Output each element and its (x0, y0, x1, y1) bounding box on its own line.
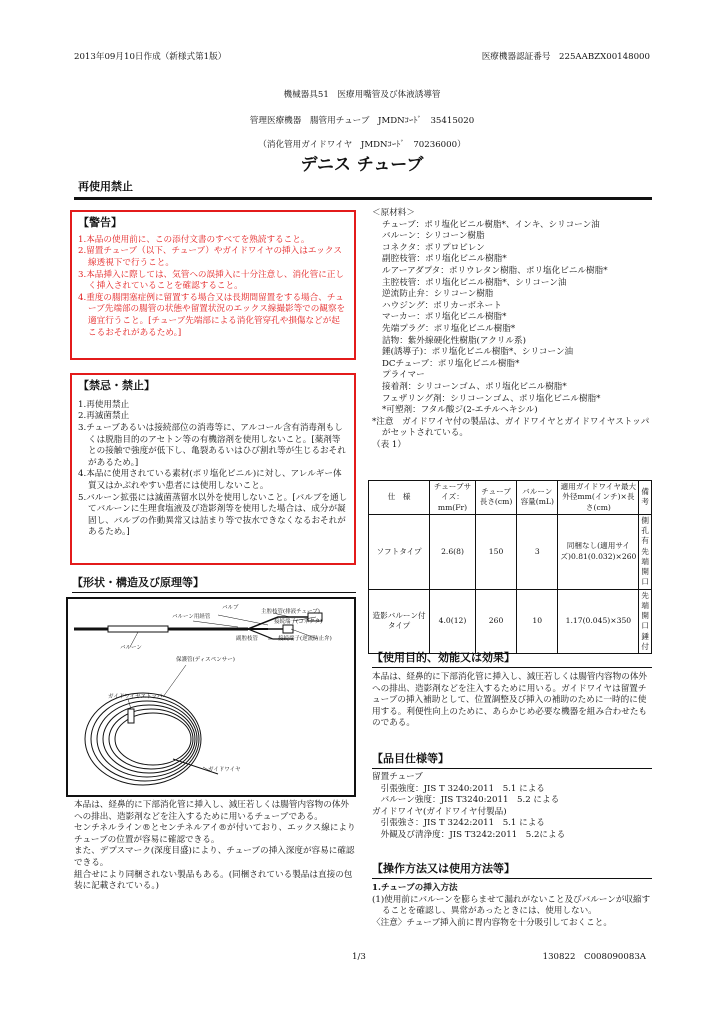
warning-title: 【警告】 (78, 216, 122, 229)
created-date: 2013年09月10日作成（新様式第1版） (74, 52, 227, 62)
table-header: バルーン容量(mL) (517, 481, 558, 515)
certification-number: 医療機器認証番号 225AABZX00148000 (481, 52, 650, 62)
table-cell: 10 (517, 589, 558, 654)
material-item: DCチューブ：ポリ塩化ビニル樹脂* (382, 358, 520, 369)
table-header: チューブ長さ(cm) (475, 481, 516, 515)
warning-item: 4.重度の腸閉塞症例に留置する場合又は長期間留置をする場合、チューブ先端部の腸管の状態や留置状況のエックス線撮影等での観察を適宜行うこと。[チューブ先端部による消化管穿孔や損傷などが起こるおそれがあるため。] (78, 292, 346, 338)
table-cell: 260 (475, 589, 516, 654)
quality-title: 【品目仕様等】 (372, 752, 449, 765)
table-cell: ソフトタイプ (369, 514, 430, 589)
product-name: デニス チューブ (300, 155, 424, 175)
label-stopper: ガイドワイヤストッパ (108, 694, 163, 700)
device-diagram (66, 597, 356, 797)
classification-line-1: 機械器具51 医療用嘴管及び体液誘導管 (283, 90, 441, 100)
table-row (369, 514, 652, 589)
shape-section-title: 【形状・構造及び原理等】 (72, 576, 204, 589)
method-title: 【操作方法又は使用方法等】 (372, 862, 515, 875)
quality-line: バルーン強度：JIS T3240:2011 5.2 による (372, 795, 560, 806)
table-label: （表 1） (372, 439, 406, 450)
table-header-row (369, 481, 652, 515)
spec-table (368, 480, 652, 654)
material-item: バルーン：シリコーン樹脂 (382, 231, 485, 242)
shape-section-rule (72, 592, 356, 593)
method-content (372, 883, 652, 929)
contraindications-list (78, 400, 348, 539)
quality-line: 引張強度：JIS T 3240:2011 5.1 による (372, 783, 545, 794)
label-backflow: 接続端子(逆流防止弁) (278, 636, 332, 642)
material-item: 主腔枝管：ポリ塩化ビニル樹脂*、シリコーン油 (382, 277, 567, 288)
contra-item: 3.チューブあるいは接続部位の消毒等に、アルコール含有消毒剤もしくは脱脂目的のアセトン等の有機溶剤を使用しないこと。[薬剤等との接触で強度が低下し、亀裂あるいはひび割れ等が生じるおそれがあるため。] (78, 423, 346, 468)
shape-description (74, 800, 356, 893)
stopper-shape (128, 709, 134, 723)
table-row (369, 589, 652, 654)
material-item: 副腔枝管：ポリ塩化ビニル樹脂* (382, 254, 507, 265)
shape-text: センチネルライン®とセンチネルアイ®が付いており、エックス線によりチューブの位置が容易に確認できる。 (74, 823, 356, 845)
materials-list (372, 220, 652, 417)
document-code: 130822 C008090083A (542, 952, 646, 962)
balloon-shape (108, 626, 168, 632)
table-cell: 1.17(0.045)×350 (558, 589, 639, 654)
warning-list (78, 235, 348, 339)
purpose-title: 【使用目的、効能又は効果】 (372, 651, 515, 664)
reuse-prohibited: 再使用禁止 (78, 180, 133, 193)
quality-list (372, 772, 652, 842)
method-subtitle: 1.チューブの挿入方法 (372, 883, 458, 893)
materials-section (372, 208, 652, 451)
contra-item: 2.再滅菌禁止 (78, 411, 130, 422)
quality-line: 外観及び清浄度：JIS T3242:2011 5.2による (372, 829, 566, 840)
contra-item: 5.バルーン拡張には滅菌蒸留水以外を使用しないこと。[バルブを通してバルーンに生理食塩液及び造影剤等を使用した場合は、成分が凝固し、バルブの作動異常又は詰まり等で抜水できなくなるおそれがあるため。] (78, 492, 348, 538)
method-line: (1)使用前にバルーンを膨らませて漏れがないこと及びバルーンが収縮することを確認し、異常があったときには、使用しない。 (372, 894, 651, 917)
shape-text: また、デプスマーク(深度目盛)により、チューブの挿入深度が容易に確認できる。 (74, 846, 355, 868)
material-item: *可塑剤：フタル酸ジ(2-エチルヘキシル) (382, 405, 538, 416)
purpose-text: 本品は、経鼻的に下部消化管に挿入し、減圧若しくは腸管内容物の体外への排出、造影剤などを注入するために用いる。ガイドワイヤは留置チューブの挿入補助として、位置調整及び挿入の補助のために一時的に使用する。利便性向上のために、あらかじめ必要な機器を組み合わせたものである。 (372, 672, 648, 729)
contraindications-title: 【禁忌・禁止】 (78, 379, 155, 392)
shape-text: 本品は、経鼻的に下部消化管に挿入し、減圧若しくは腸管内容物の体外への排出、造影剤などを注入するために用いるチューブである。 (74, 800, 350, 822)
contra-item: 1.再使用禁止 (78, 399, 130, 410)
material-item: 逆流防止弁：シリコーン樹脂 (382, 289, 494, 300)
contra-item: 4.本品に使用されている素材(ポリ塩化ビニル)に対し、アレルギー体質又はかぶれやすい患者には使用しないこと。 (78, 469, 342, 491)
table-cell: 150 (475, 514, 516, 589)
label-main-lumen: 主腔枝管(排液チューブ) (261, 609, 320, 615)
table-cell: 同梱なし(適用サイズ)0.81(0.032)×260 (558, 514, 639, 589)
guidewire-coil (85, 693, 201, 785)
label-side-lumen: 副腔枝管 (236, 636, 259, 642)
table-cell: 2.6(8) (430, 514, 476, 589)
quality-line: ガイドワイヤ(ガイドワイヤ付製品) (372, 806, 507, 817)
table-cell: 4.0(12) (430, 589, 476, 654)
quality-line: 引張強さ：JIS T 3242:2011 5.1 による (372, 818, 545, 829)
material-item: 錘(誘導子)：ポリ塩化ビニル樹脂*、シリコーン油 (382, 347, 574, 358)
quality-rule (372, 768, 652, 769)
table-cell: 3 (517, 514, 558, 589)
materials-note: *注意 ガイドワイヤ付の製品は、ガイドワイヤとガイドワイヤストッパがセットされている。 (372, 416, 650, 439)
label-connector: 接続端子(コネクタ) (274, 619, 323, 625)
contraindications-box (70, 373, 356, 565)
label-guidewire: ガイドワイヤ (208, 767, 241, 773)
warning-box (70, 210, 356, 360)
table-cell: 側孔有先端開口 (639, 514, 652, 589)
shape-text: 組合せにより同梱されない製品もある。(同梱されている製品は直接の包装に記載されている。) (74, 869, 353, 892)
table-cell: 先端開口錘付 (639, 589, 652, 654)
material-item: ルアーアダプタ：ポリウレタン樹脂、ポリ塩化ビニル樹脂* (382, 265, 608, 276)
label-balloon-lumen: バルーン用経管 (172, 614, 211, 620)
material-item: フェザリング剤：シリコーンゴム、ポリ塩化ビニル樹脂* (382, 393, 601, 404)
material-item: ハウジング：ポリカーボネート (382, 300, 502, 311)
classification-line-2: 管理医療機器 腸管用チューブ JMDNｺｰﾄﾞ 35415020 (249, 116, 475, 126)
header-rule (74, 197, 652, 200)
label-balloon: バルーン (120, 645, 142, 651)
material-item: 先端プラグ：ポリ塩化ビニル樹脂* (382, 323, 516, 334)
material-item: 接着剤：シリコーンゴム、ポリ塩化ビニル樹脂* (382, 381, 567, 392)
method-rule (372, 878, 652, 879)
material-item: プライマー (382, 370, 425, 381)
table-header: 備考 (639, 481, 652, 515)
material-item: マーカー：ポリ塩化ビニル樹脂* (382, 312, 507, 323)
table-header: チューブサイズ：mm(Fr) (430, 481, 476, 515)
quality-line: 留置チューブ (372, 772, 423, 782)
label-dispenser: 保護管(ディスペンサー) (176, 657, 235, 663)
method-line: 〈注意〉チューブ挿入前に胃内容物を十分吸引しておくこと。 (372, 917, 612, 928)
materials-title: ＜原材料＞ (372, 208, 415, 218)
purpose-rule (372, 667, 652, 668)
classification-line-3: （消化管用ガイドワイヤ JMDNｺｰﾄﾞ 70236000） (258, 140, 466, 150)
warning-item: 1.本品の使用前に、この添付文書のすべてを熟読すること。 (78, 234, 310, 245)
label-valve: バルブ (222, 605, 239, 611)
warning-item: 3.本品挿入に際しては、気管への誤挿入に十分注意し、消化管に正しく挿入されていることを確認すること。 (78, 269, 345, 292)
page-number: 1/3 (352, 952, 366, 962)
table-header: 仕 様 (369, 481, 430, 515)
material-item: 詰物：紫外線硬化性樹脂(アクリル系) (382, 335, 526, 346)
warning-item: 2.留置チューブ（以下、チューブ）やガイドワイヤの挿入はエックス線透視下で行うこと。 (78, 246, 342, 269)
table-header: 適用ガイドワイヤ最大外径mm(インチ)×長さ(cm) (558, 481, 639, 515)
material-item: コネクタ：ポリプロピレン (382, 242, 485, 253)
table-cell: 造影バルーン付タイプ (369, 589, 430, 654)
material-item: チューブ：ポリ塩化ビニル樹脂*、インキ、シリコーン油 (382, 219, 600, 230)
